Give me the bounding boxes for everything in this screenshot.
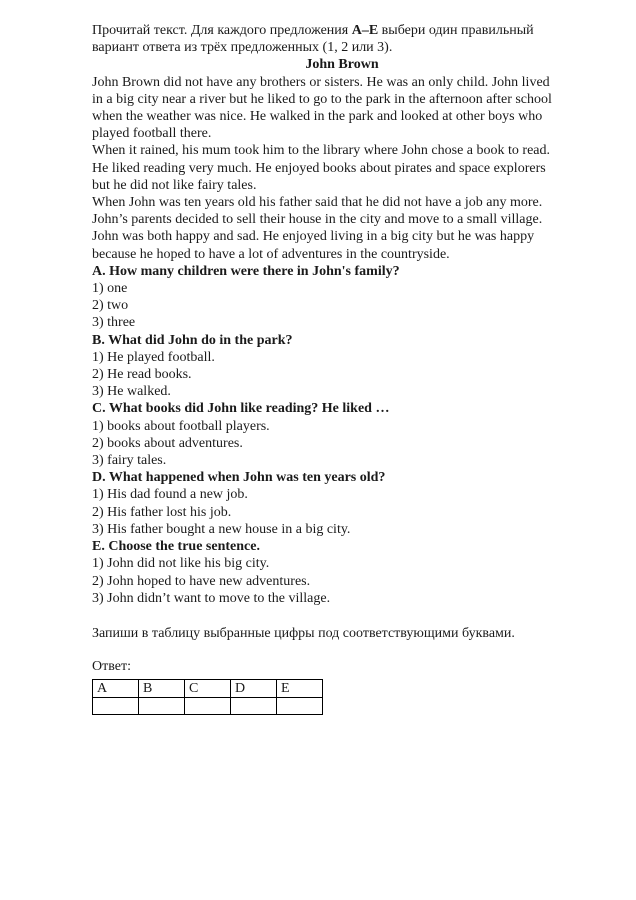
answer-option: 1) His dad found a new job. [92,487,248,503]
answer-option: 2) John hoped to have new adventures. [92,573,311,589]
answer-cell-b[interactable] [139,698,185,715]
passage-line: when the weather was nice. He walked in the park and looked at other boys who [92,109,543,125]
answer-table-header: A [93,680,139,698]
answer-option: 3) He walked. [92,384,171,400]
passage-line: in a big city near a river but he liked to go to the park in the afternoon after school [92,91,552,107]
passage-line: He liked reading very much. He enjoyed books about pirates and space explorers [92,160,546,176]
passage [92,74,592,263]
question-c [92,400,592,469]
passage-line: John Brown did not have any brothers or sisters. He was an only child. John lived [92,74,550,90]
table-instruction: Запиши в таблицу выбранные цифры под соответствующими буквами. [92,625,515,641]
passage-line: played football there. [92,126,212,142]
spacer [92,607,592,625]
answer-table [92,679,323,715]
answer-cell-c[interactable] [185,698,231,715]
answer-table-header: E [277,680,323,698]
answer-option: 1) John did not like his big city. [92,556,270,572]
answer-label: Ответ: [92,659,131,675]
question-text: E. Choose the true sentence. [92,539,260,555]
question-text: A. How many children were there in John's family? [92,263,400,279]
instruction-text: Прочитай текст. Для каждого предложения [92,23,352,38]
passage-line: because he hoped to have a lot of adventures in the countryside. [92,246,450,262]
passage-line: When it rained, his mum took him to the library where John chose a book to read. [92,143,551,159]
spacer [92,642,592,658]
answer-cell-e[interactable] [277,698,323,715]
answer-table-header-row [93,680,323,698]
instruction-line-1 [92,22,592,39]
question-b [92,332,592,401]
answer-option: 2) His father lost his job. [92,504,232,520]
answer-option: 1) books about football players. [92,418,270,434]
instruction-text-end: выбери один правильный [378,23,534,38]
answer-option: 3) three [92,315,136,331]
answer-option: 2) two [92,298,129,314]
answer-cell-d[interactable] [231,698,277,715]
answer-table-answer-row [93,698,323,715]
answer-cell-a[interactable] [93,698,139,715]
answer-option: 3) John didn’t want to move to the village. [92,590,331,606]
answer-option: 1) one [92,281,128,297]
document-page [92,22,592,715]
instruction-line-2: вариант ответа из трёх предложенных (1, 2 или 3). [92,40,393,56]
question-d [92,469,592,538]
answer-option: 1) He played football. [92,349,215,365]
passage-line: John’s parents decided to sell their house in the city and move to a small village. [92,212,543,228]
passage-line: John was both happy and sad. He enjoyed living in a big city but he was happy [92,229,535,245]
question-e [92,538,592,607]
instruction-letters: A–E [351,23,379,38]
answer-option: 2) He read books. [92,367,192,383]
answer-table-header: B [139,680,185,698]
answer-table-header: D [231,680,277,698]
question-text: C. What books did John like reading? He liked … [92,401,390,417]
answer-option: 3) His father bought a new house in a big city. [92,521,351,537]
passage-title: John Brown [305,57,379,73]
answer-table-header: C [185,680,231,698]
passage-line: When John was ten years old his father said that he did not have a job any more. [92,195,543,211]
answer-option: 3) fairy tales. [92,453,167,469]
answer-option: 2) books about adventures. [92,435,243,451]
question-text: D. What happened when John was ten years old? [92,470,386,486]
passage-line: but he did not like fairy tales. [92,177,257,193]
question-text: B. What did John do in the park? [92,332,293,348]
question-a [92,263,592,332]
